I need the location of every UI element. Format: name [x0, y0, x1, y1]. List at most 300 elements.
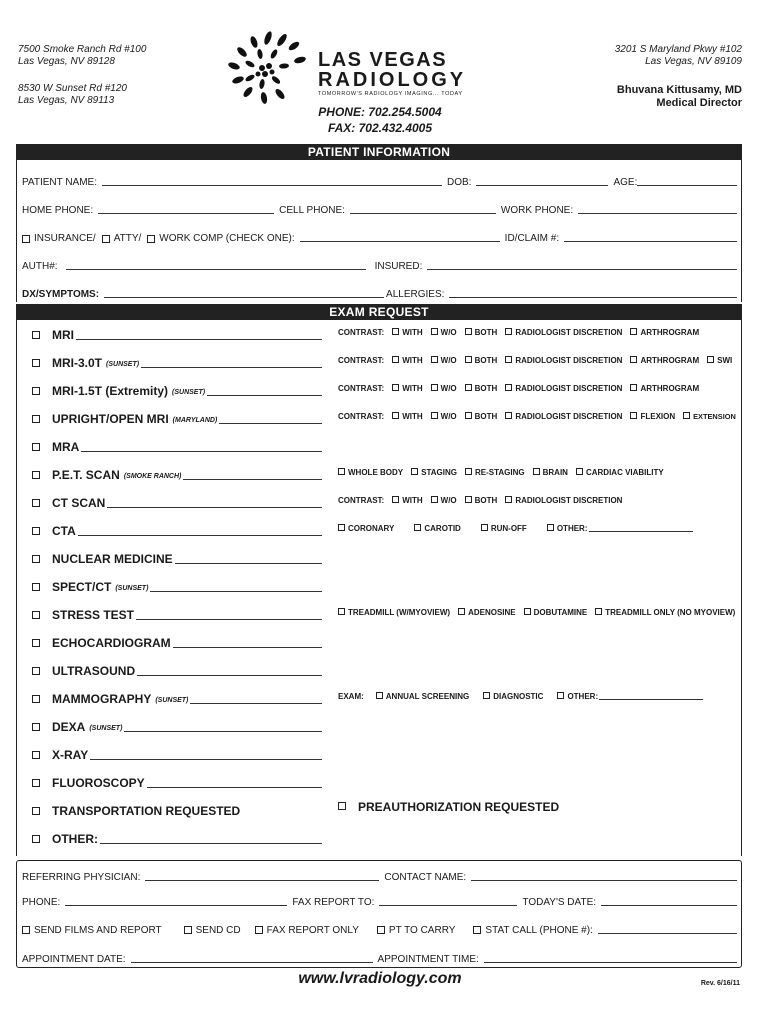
referring-row	[22, 869, 742, 883]
upright-contrast-options	[338, 409, 736, 423]
option-label: ARTHROGRAM	[640, 327, 700, 337]
arthrogram-option[interactable]	[630, 384, 699, 393]
logo-text	[318, 50, 488, 97]
address-smoke-ranch	[18, 44, 146, 68]
arthrogram-option[interactable]	[630, 328, 699, 337]
adenosine-option[interactable]	[458, 608, 516, 617]
with-option[interactable]	[392, 412, 422, 421]
option-label: CAROTID	[424, 523, 461, 533]
restaging-option[interactable]	[465, 468, 525, 477]
checkbox[interactable]	[505, 412, 512, 419]
checkbox[interactable]	[505, 496, 512, 503]
exam-label: OTHER:	[52, 832, 98, 846]
pet-options	[338, 465, 672, 479]
option-label: BOTH	[474, 327, 498, 337]
exam-label: DEXA	[52, 720, 86, 734]
exam-checkbox[interactable]	[32, 723, 40, 731]
arthrogram-option[interactable]	[630, 356, 699, 365]
id-claim-field[interactable]	[564, 241, 737, 242]
phone-label: PHONE:	[22, 897, 61, 908]
exam-item[interactable]	[32, 466, 322, 482]
address-line: 3201 S Maryland Pkwy #102	[614, 44, 742, 55]
mammo-other-field[interactable]	[599, 692, 703, 700]
exam-item[interactable]	[32, 830, 322, 846]
checkbox[interactable]	[377, 926, 385, 934]
option-label: WHOLE BODY	[348, 467, 404, 477]
treadmill-myoview-option[interactable]	[338, 608, 450, 617]
option-label: BOTH	[474, 355, 498, 365]
option-label: DOBUTAMINE	[533, 607, 588, 617]
medical-director	[542, 84, 742, 110]
carotid-option[interactable]	[414, 524, 460, 533]
rad-disc-option[interactable]	[505, 412, 622, 421]
checkbox[interactable]	[483, 692, 490, 699]
checkbox[interactable]	[458, 608, 465, 615]
work-comp-checkbox[interactable]	[147, 235, 155, 243]
home-phone-field[interactable]	[98, 213, 274, 214]
insurance-checkbox[interactable]	[22, 235, 30, 243]
exam-checkbox[interactable]	[32, 387, 40, 395]
contact-numbers	[300, 104, 460, 136]
option-label: DIAGNOSTIC	[493, 691, 544, 701]
with-option[interactable]	[392, 384, 422, 393]
exam-location: (MARYLAND)	[172, 417, 218, 424]
exam-label: NUCLEAR MEDICINE	[52, 552, 173, 566]
wo-option[interactable]	[431, 328, 457, 337]
preauth-checkbox[interactable]	[338, 802, 346, 810]
exam-label: MRI-1.5T (Extremity)	[52, 384, 169, 398]
with-option[interactable]	[392, 356, 422, 365]
option-label: WITH	[402, 327, 423, 337]
exam-checkbox[interactable]	[32, 779, 40, 787]
atty-checkbox[interactable]	[102, 235, 110, 243]
brain-option[interactable]	[533, 468, 568, 477]
today-date-label: TODAY'S DATE:	[522, 897, 597, 908]
option-label: BRAIN	[542, 467, 568, 477]
option-label: RADIOLOGIST DISCRETION	[515, 495, 623, 505]
both-option[interactable]	[465, 496, 498, 505]
address-line: 7500 Smoke Ranch Rd #100	[18, 44, 147, 55]
rad-disc-option[interactable]	[505, 384, 622, 393]
exam-item[interactable]	[32, 774, 322, 790]
exam-item[interactable]	[32, 326, 322, 342]
option-label: BOTH	[474, 411, 498, 421]
option-label: WITH	[402, 411, 423, 421]
dx-field[interactable]	[104, 297, 384, 298]
exam-label: FLUOROSCOPY	[52, 776, 145, 790]
checkbox[interactable]	[22, 926, 30, 934]
mammo-other-option[interactable]	[557, 692, 703, 701]
exam-checkbox[interactable]	[32, 583, 40, 591]
checkbox[interactable]	[576, 468, 583, 475]
both-option[interactable]	[465, 328, 498, 337]
appointment-row	[22, 951, 742, 965]
preauth-option[interactable]	[338, 800, 559, 814]
exam-item[interactable]	[32, 438, 322, 454]
dob-label: DOB:	[447, 177, 472, 188]
send-cd-option[interactable]	[184, 925, 241, 936]
work-comp-label: WORK COMP (CHECK ONE):	[159, 233, 295, 244]
wo-option[interactable]	[431, 412, 457, 421]
dx-row	[22, 286, 742, 300]
appt-time-field[interactable]	[484, 962, 737, 963]
option-label: RADIOLOGIST DISCRETION	[515, 327, 623, 337]
exam-detail-field[interactable]	[137, 675, 322, 676]
option-label: SEND CD	[195, 925, 241, 936]
checkbox[interactable]	[392, 412, 399, 419]
insured-label: INSURED:	[374, 261, 423, 272]
exam-detail-field[interactable]	[81, 451, 322, 452]
auth-label: AUTH#:	[22, 261, 58, 272]
exam-detail-field[interactable]	[183, 479, 322, 480]
exam-checkbox[interactable]	[32, 611, 40, 619]
exam-checkbox[interactable]	[32, 667, 40, 675]
stat-call-field[interactable]	[598, 933, 737, 934]
address-line: Las Vegas, NV 89113	[18, 95, 115, 106]
checkbox[interactable]	[392, 328, 399, 335]
patient-name-field[interactable]	[102, 185, 442, 186]
address-sunset	[18, 83, 127, 107]
option-label: FLEXION	[640, 411, 676, 421]
coronary-option[interactable]	[338, 524, 394, 533]
checkbox[interactable]	[630, 412, 637, 419]
ct-contrast-options	[338, 493, 630, 507]
option-label: SEND FILMS AND REPORT	[34, 925, 162, 936]
checkbox[interactable]	[524, 608, 531, 615]
both-option[interactable]	[465, 384, 498, 393]
logo-line-2: RADIOLOGY	[318, 69, 467, 91]
checkbox[interactable]	[465, 468, 472, 475]
exam-item[interactable]	[32, 634, 322, 650]
checkbox[interactable]	[392, 496, 399, 503]
exam-item[interactable]	[32, 746, 322, 762]
exam-item[interactable]	[32, 522, 322, 538]
fax-report-label: FAX REPORT TO:	[292, 897, 375, 908]
exam-checkbox[interactable]	[32, 415, 40, 423]
exam-checkbox[interactable]	[32, 499, 40, 507]
exam-label: SPECT/CT	[52, 580, 112, 594]
exam-checkbox[interactable]	[32, 695, 40, 703]
exam-item[interactable]	[32, 354, 322, 370]
exam-checkbox[interactable]	[32, 443, 40, 451]
exam-item[interactable]	[32, 382, 322, 398]
referring-label: REFERRING PHYSICIAN:	[22, 872, 141, 883]
exam-detail-field[interactable]	[190, 703, 322, 704]
treadmill-only-option[interactable]	[595, 608, 735, 617]
logo-line-1: LAS VEGAS	[318, 49, 448, 71]
id-claim-label: ID/CLAIM #:	[504, 233, 560, 244]
option-label: RUN-OFF	[490, 523, 527, 533]
phone-number: PHONE: 702.254.5004	[318, 105, 442, 119]
phone-fax-row	[22, 894, 742, 908]
checkbox[interactable]	[595, 608, 602, 615]
exam-label: UPRIGHT/OPEN MRI	[52, 412, 169, 426]
contrast-label: CONTRAST:	[338, 411, 385, 421]
checkbox[interactable]	[557, 692, 564, 699]
allergies-field[interactable]	[449, 297, 737, 298]
checkbox[interactable]	[630, 356, 637, 363]
exam-detail-field[interactable]	[207, 395, 322, 396]
checkbox[interactable]	[630, 328, 637, 335]
option-label: BOTH	[474, 383, 498, 393]
exam-item[interactable]	[32, 410, 322, 426]
exam-detail-field[interactable]	[175, 563, 322, 564]
checkbox[interactable]	[414, 524, 421, 531]
stat-call-option[interactable]	[473, 925, 592, 936]
exam-request-header: EXAM REQUEST	[16, 304, 742, 320]
insured-field[interactable]	[427, 269, 737, 270]
pt-carry-option[interactable]	[377, 925, 456, 936]
appt-date-field[interactable]	[131, 962, 373, 963]
patient-name-label: PATIENT NAME:	[22, 177, 98, 188]
extension-option[interactable]	[683, 412, 736, 421]
option-label: OTHER:	[556, 523, 588, 533]
exam-checkbox[interactable]	[32, 527, 40, 535]
checkbox[interactable]	[376, 692, 383, 699]
exam-detail-field[interactable]	[141, 367, 322, 368]
exam-checkbox[interactable]	[32, 751, 40, 759]
rad-disc-option[interactable]	[505, 356, 622, 365]
exam-detail-field[interactable]	[219, 423, 322, 424]
work-phone-field[interactable]	[578, 213, 737, 214]
option-label: ANNUAL SCREENING	[385, 691, 470, 701]
whole-body-option[interactable]	[338, 468, 403, 477]
cta-other-field[interactable]	[589, 524, 693, 532]
both-option[interactable]	[465, 356, 498, 365]
option-label: STAGING	[421, 467, 457, 477]
exam-location: (SUNSET)	[115, 585, 149, 592]
dob-field[interactable]	[476, 185, 608, 186]
rad-disc-option[interactable]	[505, 496, 622, 505]
contrast-label: CONTRAST:	[338, 327, 385, 337]
checkbox[interactable]	[338, 468, 345, 475]
exam-item[interactable]	[32, 550, 322, 566]
fax-only-option[interactable]	[255, 925, 359, 936]
cta-options	[338, 521, 701, 535]
option-label: WITH	[402, 495, 423, 505]
contrast-label: CONTRAST:	[338, 495, 385, 505]
checkbox[interactable]	[184, 926, 192, 934]
appt-time-label: APPOINTMENT TIME:	[377, 954, 479, 965]
checkbox[interactable]	[431, 496, 438, 503]
cell-phone-field[interactable]	[350, 213, 496, 214]
swi-option[interactable]	[707, 356, 732, 365]
mri3-contrast-options	[338, 353, 732, 367]
mri15-contrast-options	[338, 381, 707, 395]
option-label: RADIOLOGIST DISCRETION	[515, 383, 623, 393]
checkbox[interactable]	[431, 356, 438, 363]
checkbox[interactable]	[481, 524, 488, 531]
exam-label: MRI	[52, 328, 74, 342]
insurance-label: INSURANCE/	[34, 233, 96, 244]
exam-detail-field[interactable]	[124, 731, 322, 732]
with-option[interactable]	[392, 496, 422, 505]
option-label: W/O	[440, 495, 457, 505]
contrast-label: CONTRAST:	[338, 355, 385, 365]
exam-checkbox[interactable]	[32, 555, 40, 563]
checkbox[interactable]	[473, 926, 481, 934]
address-line: Las Vegas, NV 89109	[645, 56, 742, 67]
checkbox[interactable]	[411, 468, 418, 475]
checkbox[interactable]	[630, 384, 637, 391]
send-films-option[interactable]	[22, 925, 162, 936]
address-line: 8530 W Sunset Rd #120	[18, 83, 127, 94]
checkbox[interactable]	[392, 384, 399, 391]
option-label: STAT CALL (PHONE #):	[485, 925, 593, 936]
age-field[interactable]	[637, 185, 737, 186]
exam-item[interactable]	[32, 578, 322, 594]
exam-label: ULTRASOUND	[52, 664, 136, 678]
rad-disc-option[interactable]	[505, 328, 622, 337]
exam-item[interactable]	[32, 494, 322, 510]
option-label: WITH	[402, 355, 423, 365]
checkbox[interactable]	[465, 328, 472, 335]
logo-tagline: TOMORROW'S RADIOLOGY IMAGING... TODAY	[318, 91, 463, 97]
checkbox[interactable]	[505, 356, 512, 363]
option-label: TREADMILL ONLY (NO MYOVIEW)	[605, 607, 736, 617]
checkbox[interactable]	[707, 356, 714, 363]
exam-location: (SUNSET)	[155, 697, 189, 704]
exam-item[interactable]	[32, 606, 322, 622]
exam-label: ECHOCARDIOGRAM	[52, 636, 171, 650]
checkbox[interactable]	[392, 356, 399, 363]
exam-detail-field[interactable]	[150, 591, 322, 592]
checkbox[interactable]	[431, 412, 438, 419]
exam-item[interactable]	[32, 718, 322, 734]
exam-label: MRI-3.0T	[52, 356, 103, 370]
today-date-field[interactable]	[601, 905, 737, 906]
contrast-label: CONTRAST:	[338, 383, 385, 393]
option-label: RE-STAGING	[474, 467, 525, 477]
exam-checkbox[interactable]	[32, 639, 40, 647]
checkbox[interactable]	[465, 356, 472, 363]
exam-checkbox[interactable]	[32, 835, 40, 843]
insurance-name-field[interactable]	[300, 241, 500, 242]
auth-field[interactable]	[66, 269, 366, 270]
dx-label: DX/SYMPTOMS:	[22, 289, 100, 300]
checkbox[interactable]	[431, 384, 438, 391]
exam-label: MRA	[52, 440, 80, 454]
exam-item[interactable]	[32, 802, 322, 818]
checkbox[interactable]	[465, 412, 472, 419]
exam-label: CTA	[52, 524, 76, 538]
exam-checkbox[interactable]	[32, 471, 40, 479]
insurance-row	[22, 230, 742, 244]
exam-detail-field[interactable]	[107, 507, 322, 508]
annual-screening-option[interactable]	[376, 692, 469, 701]
exam-location: (SUNSET)	[89, 725, 123, 732]
director-title: Medical Director	[656, 97, 742, 109]
exam-location: (SUNSET)	[106, 361, 140, 368]
option-label: FAX REPORT ONLY	[266, 925, 359, 936]
fax-report-field[interactable]	[379, 905, 517, 906]
option-label: ARTHROGRAM	[640, 383, 700, 393]
checkbox[interactable]	[547, 524, 554, 531]
option-label: RADIOLOGIST DISCRETION	[515, 355, 623, 365]
exam-label: X-RAY	[52, 748, 89, 762]
wo-option[interactable]	[431, 384, 457, 393]
delivery-row	[22, 922, 742, 936]
with-option[interactable]	[392, 328, 422, 337]
option-label: W/O	[440, 327, 457, 337]
fax-number: FAX: 702.432.4005	[327, 121, 433, 135]
checkbox[interactable]	[431, 328, 438, 335]
checkbox[interactable]	[533, 468, 540, 475]
cardiac-viability-option[interactable]	[576, 468, 664, 477]
dobutamine-option[interactable]	[524, 608, 588, 617]
cta-other-option[interactable]	[547, 524, 693, 533]
exam-detail-field[interactable]	[90, 759, 322, 760]
home-phone-label: HOME PHONE:	[22, 205, 94, 216]
exam-item[interactable]	[32, 690, 322, 706]
referring-field[interactable]	[145, 880, 379, 881]
patient-name-row	[22, 174, 742, 188]
exam-checkbox[interactable]	[32, 359, 40, 367]
exam-location: (SUNSET)	[172, 389, 206, 396]
phone-field[interactable]	[65, 905, 287, 906]
exam-label: TRANSPORTATION REQUESTED	[52, 804, 241, 818]
exam-detail-field[interactable]	[173, 647, 322, 648]
wo-option[interactable]	[431, 356, 457, 365]
option-label: W/O	[440, 355, 457, 365]
checkbox[interactable]	[505, 328, 512, 335]
exam-detail-field[interactable]	[147, 787, 322, 788]
checkbox[interactable]	[683, 412, 690, 419]
option-label: WITH	[402, 383, 423, 393]
checkbox[interactable]	[338, 524, 345, 531]
checkbox[interactable]	[338, 608, 345, 615]
option-label: TREADMILL (W/MYOVIEW)	[348, 607, 451, 617]
option-label: EXTENSION	[693, 411, 736, 421]
cell-phone-label: CELL PHONE:	[279, 205, 345, 216]
flexion-option[interactable]	[630, 412, 675, 421]
auth-row	[22, 258, 742, 272]
exam-label: STRESS TEST	[52, 608, 135, 622]
preauth-label: PREAUTHORIZATION REQUESTED	[358, 800, 560, 814]
address-maryland	[542, 44, 742, 68]
exam-checkbox[interactable]	[32, 331, 40, 339]
exam-detail-field[interactable]	[136, 619, 322, 620]
contact-field[interactable]	[471, 880, 737, 881]
exam-detail-field[interactable]	[76, 339, 322, 340]
option-label: RADIOLOGIST DISCRETION	[515, 411, 623, 421]
checkbox[interactable]	[465, 384, 472, 391]
option-label: BOTH	[474, 495, 498, 505]
diagnostic-option[interactable]	[483, 692, 543, 701]
wo-option[interactable]	[431, 496, 457, 505]
option-label: SWI	[717, 355, 733, 365]
exam-item[interactable]	[32, 662, 322, 678]
checkbox[interactable]	[465, 496, 472, 503]
director-name: Bhuvana Kittusamy, MD	[616, 84, 742, 96]
revision-label: Rev. 6/16/11	[700, 980, 740, 987]
checkbox[interactable]	[255, 926, 263, 934]
website-link[interactable]: www.lvradiology.com	[298, 970, 462, 987]
exam-detail-field[interactable]	[100, 843, 322, 844]
exam-detail-field[interactable]	[78, 535, 322, 536]
exam-label: P.E.T. SCAN	[52, 468, 120, 482]
option-label: ADENOSINE	[468, 607, 516, 617]
logo-mark-icon	[220, 30, 315, 105]
checkbox[interactable]	[505, 384, 512, 391]
both-option[interactable]	[465, 412, 498, 421]
option-label: ARTHROGRAM	[640, 355, 700, 365]
exam-checkbox[interactable]	[32, 807, 40, 815]
runoff-option[interactable]	[481, 524, 527, 533]
option-label: W/O	[440, 383, 457, 393]
staging-option[interactable]	[411, 468, 457, 477]
option-label: CARDIAC VIABILITY	[585, 467, 664, 477]
